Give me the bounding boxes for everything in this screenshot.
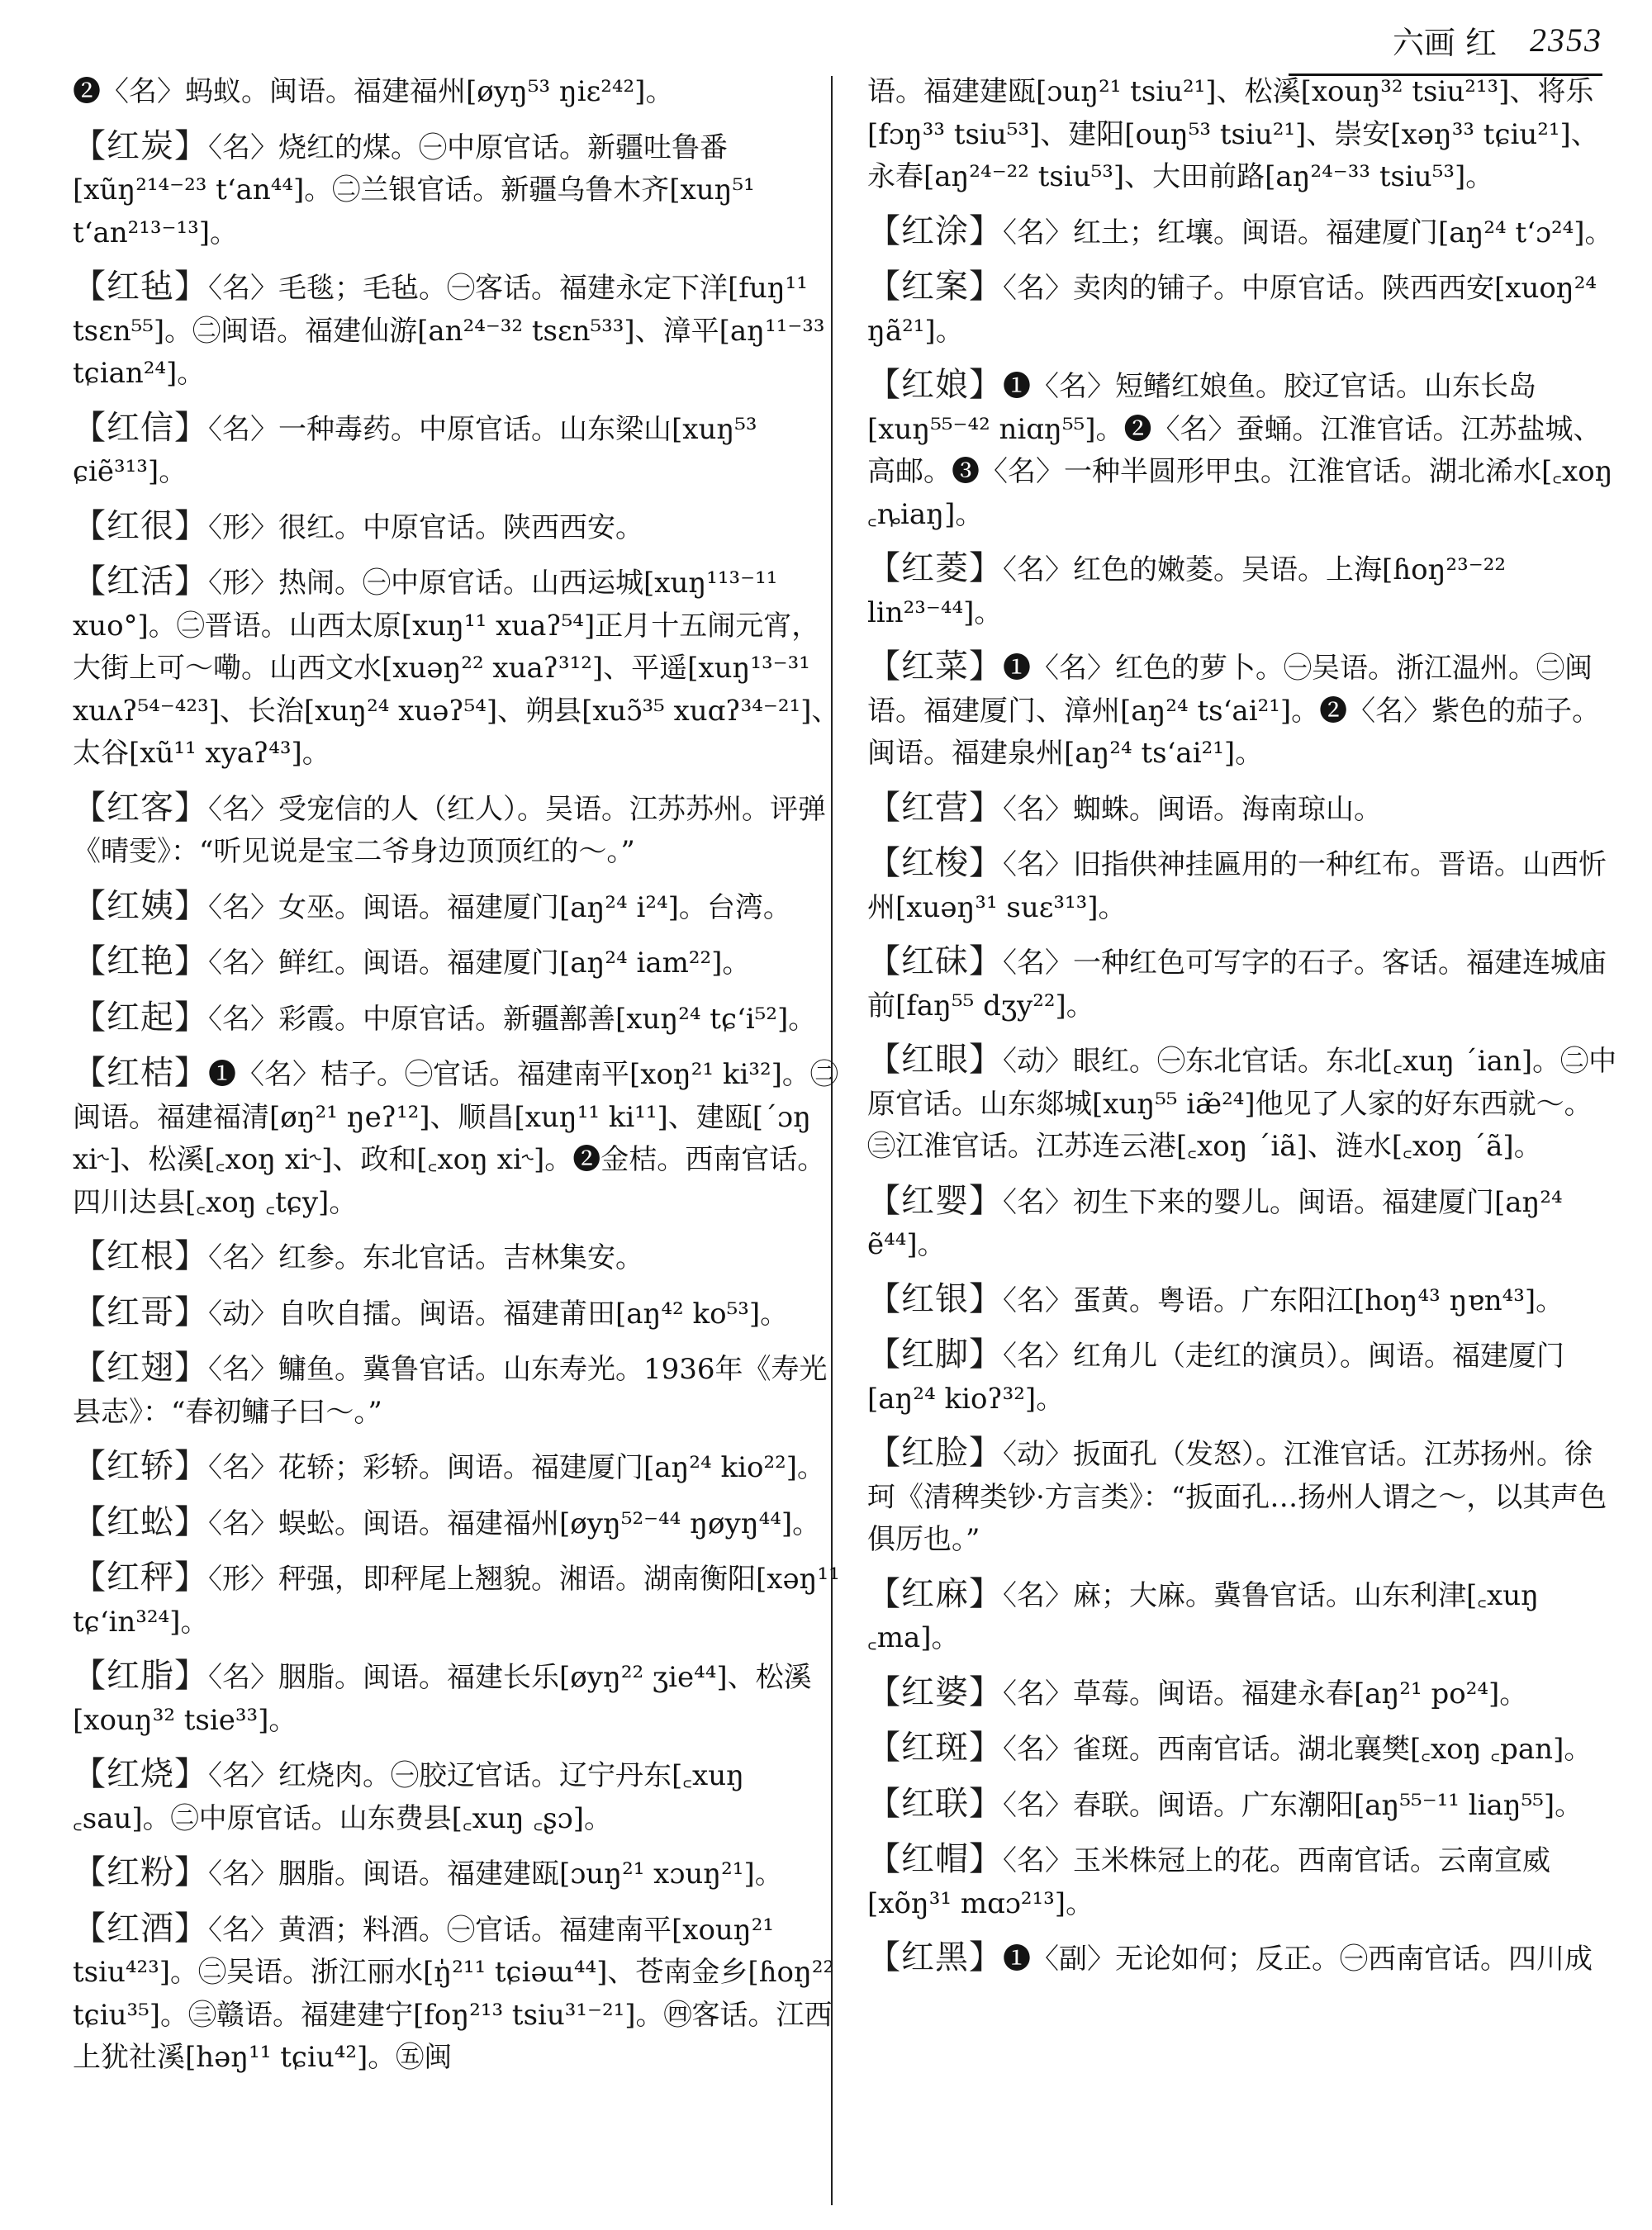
dictionary-entry	[867, 1727, 1619, 1772]
entry-definition: 〈名〉红色的嫩菱。吴语。上海[ɦoŋ²³⁻²² lin²³⁻⁴⁴]。	[867, 553, 1506, 629]
entry-headword: 【红梭】	[867, 844, 1003, 882]
dictionary-entry	[867, 1937, 1619, 1981]
entry-definition: 〈名〉受宠信的人（红人）。吴语。江苏苏州。评弹《晴雯》：“听见说是宝二爷身边顶顶红的～。”	[73, 792, 826, 868]
entry-headword: 【红粉】	[73, 1853, 208, 1891]
entry-headword: 【红麻】	[867, 1574, 1003, 1613]
entry-headword: 【红秤】	[73, 1559, 208, 1597]
dictionary-entry	[867, 266, 1619, 353]
entry-headword: 【红黑】	[867, 1938, 1003, 1976]
entry-headword: 【红起】	[73, 998, 208, 1037]
dictionary-entry	[73, 787, 841, 874]
entry-definition: 〈名〉麻；大麻。冀鲁官话。山东利津[꜀xuŋ ꜀ma]。	[867, 1578, 1539, 1654]
entry-definition: 〈名〉鳙鱼。冀鲁官话。山东寿光。1936年《寿光县志》：“春初鳙子曰～。”	[73, 1353, 828, 1429]
entry-headword: 【红案】	[867, 268, 1003, 306]
entry-definition: 〈名〉胭脂。闽语。福建建瓯[ɔuŋ²¹ xɔuŋ²¹]。	[208, 1858, 783, 1891]
right-column	[867, 71, 1619, 1993]
entry-definition: 〈名〉一种红色可写字的石子。客话。福建连城庙前[faŋ⁵⁵ dʒy²²]。	[867, 947, 1607, 1022]
entry-definition: 〈动〉眼红。㊀东北官话。东北[꜀xuŋ ˊian]。㊁中原官话。山东郯城[xuŋ⁵⁵ iæ̃²⁴]他见了人家的好东西就～。㊂江淮官话。江苏连云港[꜀xoŋ ˊiã]、涟水[꜀xoŋ ˊã]。	[867, 1045, 1617, 1163]
entry-definition: 〈名〉一种毒药。中原官话。山东梁山[xuŋ⁵³ ɕiẽ³¹³]。	[73, 412, 757, 488]
dictionary-entry	[867, 364, 1619, 536]
entry-headword: 【红客】	[73, 788, 208, 827]
entry-definition: 〈名〉花轿；彩轿。闽语。福建厦门[aŋ²⁴ kio²²]。	[208, 1451, 825, 1484]
entry-headword: 【红姨】	[73, 886, 208, 925]
entry-headword: 【红酒】	[73, 1909, 208, 1948]
entry-definition: 〈动〉扳面孔（发怒）。江淮官话。江苏扬州。徐珂《清稗类钞·方言类》：“扳面孔…扬州人谓之～，以其声色俱厉也。”	[867, 1438, 1607, 1556]
page-header	[1313, 15, 1602, 64]
page-number: 2353	[1530, 21, 1602, 59]
entry-definition: 〈名〉蛋黄。粤语。广东阳江[hoŋ⁴³ ŋɐn⁴³]。	[1003, 1283, 1564, 1317]
entry-headword: 【红哥】	[73, 1293, 208, 1331]
entry-headword: 【红脂】	[73, 1657, 208, 1695]
dictionary-entry	[867, 1672, 1619, 1716]
entry-definition: 〈形〉热闹。㊀中原官话。山西运城[xuŋ¹¹³⁻¹¹ xuo°]。㊁晋语。山西太原[xuŋ¹¹ xuaʔ⁵⁴]正月十五闹元宵，大街上可～嘞。山西文水[xuəŋ²² xuaʔ³¹²]、平遥[xuŋ¹³⁻³¹ xuʌʔ⁵⁴⁻⁴²³]、长治[xuŋ²⁴ xuəʔ⁵⁴]、朔县[xuɔ̃³⁵ xuɑʔ³⁴⁻²¹]、太谷[xũ¹¹ xyaʔ⁴³]。	[73, 567, 840, 770]
dictionary-entry	[867, 1279, 1619, 1323]
entry-headword: 【红帽】	[867, 1840, 1003, 1878]
dictionary-entry	[867, 842, 1619, 929]
entry-definition: 〈名〉彩霞。中原官话。新疆鄯善[xuŋ²⁴ tɕʻi⁵²]。	[208, 1002, 817, 1036]
dictionary-entry	[867, 548, 1619, 634]
entry-headword: 【红翅】	[73, 1349, 208, 1387]
entry-headword: 【红信】	[73, 408, 208, 447]
dictionary-entry	[867, 211, 1619, 255]
dictionary-entry	[867, 1839, 1619, 1925]
entry-definition: ❶〈名〉桔子。㊀官话。福建南平[xoŋ²¹ ki³²]。㊁闽语。福建福清[øŋ²¹ ŋeʔ¹²]、顺昌[xuŋ¹¹ ki¹¹]、建瓯[ˊɔŋ xi˞]、松溪[꜀xoŋ xi˞]、政和[꜀xoŋ xi˞]。❷金桔。西南官话。四川达县[꜀xoŋ ꜀tɕy]。	[73, 1058, 838, 1219]
dictionary-entry	[73, 885, 841, 930]
dictionary-entry	[73, 126, 841, 255]
dictionary-entry	[73, 1655, 841, 1742]
entry-headword: 【红砞】	[867, 942, 1003, 980]
dictionary-entry	[867, 1573, 1619, 1660]
dictionary-entry	[73, 1292, 841, 1336]
dictionary-entry	[73, 941, 841, 985]
entry-headword: 【红眼】	[867, 1041, 1003, 1079]
entry-headword: 【红娘】	[867, 366, 1003, 404]
entry-definition: 〈名〉卖肉的铺子。中原官话。陕西西安[xuoŋ²⁴ ŋã²¹]。	[867, 272, 1597, 348]
entry-headword: 【红桔】	[73, 1054, 208, 1092]
entry-headword: 【红炭】	[73, 126, 208, 165]
entry-headword: 【红斑】	[867, 1729, 1003, 1767]
entry-headword: 【红轿】	[73, 1447, 208, 1485]
entry-definition: 〈名〉红角儿（走红的演员）。闽语。福建厦门[aŋ²⁴ kioʔ³²]。	[867, 1340, 1564, 1416]
dictionary-entry	[73, 1502, 841, 1546]
entry-definition: 〈名〉鲜红。闽语。福建厦门[aŋ²⁴ iam²²]。	[208, 947, 751, 980]
entry-headword: 【红婴】	[867, 1181, 1003, 1220]
dictionary-entry	[73, 997, 841, 1041]
entry-headword: 【红联】	[867, 1784, 1003, 1823]
entry-definition: 〈名〉烧红的煤。㊀中原官话。新疆吐鲁番[xũŋ²¹⁴⁻²³ tʻan⁴⁴]。㊁兰银官话。新疆乌鲁木齐[xuŋ⁵¹ tʻan²¹³⁻¹³]。	[73, 130, 755, 249]
dictionary-entry	[73, 1753, 841, 1840]
entry-headword: 【红很】	[73, 506, 208, 545]
entry-definition: 〈名〉玉米株冠上的花。西南官话。云南宣威[xõŋ³¹ mɑɔ²¹³]。	[867, 1844, 1550, 1920]
entry-definition: 〈名〉红烧肉。㊀胶辽官话。辽宁丹东[꜀xuŋ ꜀sau]。㊁中原官话。山东费县[꜀xuŋ ꜀ʂɔ]。	[73, 1759, 744, 1835]
dictionary-entry	[73, 266, 841, 396]
entry-headword: 【红毡】	[73, 268, 208, 306]
entry-definition: 〈形〉秤强，即秤尾上翘貌。湘语。湖南衡阳[xəŋ¹¹ tɕʻin³²⁴]。	[73, 1563, 840, 1639]
entry-definition: 〈名〉草莓。闽语。福建永春[aŋ²¹ po²⁴]。	[1003, 1677, 1528, 1710]
entry-definition: 〈名〉初生下来的婴儿。闽语。福建厦门[aŋ²⁴ ẽ⁴⁴]。	[867, 1185, 1563, 1261]
entry-definition: 〈名〉毛毯；毛毡。㊀客话。福建永定下洋[fuŋ¹¹ tsɛn⁵⁵]。㊁闽语。福建仙游[an²⁴⁻³² tsɛn⁵³³]、漳平[aŋ¹¹⁻³³ tɕian²⁴]。	[73, 272, 825, 390]
entry-headword: 【红菱】	[867, 549, 1003, 587]
dictionary-entry	[73, 561, 841, 776]
entry-definition: 〈动〉自吹自擂。闽语。福建莆田[aŋ⁴² ko⁵³]。	[208, 1297, 789, 1331]
dictionary-entry	[867, 1783, 1619, 1828]
section-title: 六画 红	[1392, 24, 1497, 61]
entry-definition: 〈名〉蜈蚣。闽语。福建福州[øyŋ⁵²⁻⁴⁴ ŋøyŋ⁴⁴]。	[208, 1506, 821, 1540]
continued-entry: ❷〈名〉蚂蚁。闽语。福建福州[øyŋ⁵³ ŋiɛ²⁴²]。	[73, 75, 674, 108]
continued-entry: 语。福建建瓯[ɔuŋ²¹ tsiu²¹]、松溪[xouŋ³² tsiu²¹³]、将乐[fɔŋ³³ tsiu⁵³]、建阳[ouŋ⁵³ tsiu²¹]、崇安[xəŋ³³ tɕiu²¹]、永春[aŋ²⁴⁻²² tsiu⁵³]、大田前路[aŋ²⁴⁻³³ tsiu⁵³]。	[867, 75, 1599, 193]
left-column	[73, 71, 841, 2091]
entry-definition: 〈名〉红土；红壤。闽语。福建厦门[aŋ²⁴ tʻɔ²⁴]。	[1003, 216, 1613, 249]
entry-definition: 〈名〉红参。东北官话。吉林集安。	[208, 1241, 643, 1274]
entry-definition: 〈名〉胭脂。闽语。福建长乐[øyŋ²² ʒie⁴⁴]、松溪[xouŋ³² tsie³³]。	[73, 1661, 812, 1737]
dictionary-entry	[73, 1236, 841, 1280]
dictionary-entry	[867, 1039, 1619, 1169]
dictionary-entry	[73, 505, 841, 550]
entry-headword: 【红菜】	[867, 648, 1003, 686]
dictionary-entry	[867, 787, 1619, 832]
entry-definition: 〈名〉蜘蛛。闽语。海南琼山。	[1003, 792, 1382, 826]
entry-definition: ❶〈名〉红色的萝卜。㊀吴语。浙江温州。㊁闽语。福建厦门、漳州[aŋ²⁴ tsʻai²¹]。❷〈名〉紫色的茄子。闽语。福建泉州[aŋ²⁴ tsʻai²¹]。	[867, 652, 1601, 770]
entry-headword: 【红活】	[73, 562, 208, 600]
entry-definition: 〈名〉旧指供神挂匾用的一种红布。晋语。山西忻州[xuəŋ³¹ suɛ³¹³]。	[867, 848, 1607, 924]
dictionary-entry	[73, 1852, 841, 1896]
dictionary-entry	[73, 1445, 841, 1490]
entry-headword: 【红脚】	[867, 1336, 1003, 1374]
entry-headword: 【红艳】	[73, 942, 208, 980]
entry-definition: 〈名〉黄酒；料酒。㊀官话。福建南平[xouŋ²¹ tsiu⁴²³]。㊁吴语。浙江丽水[ŋ̍²¹¹ tɕiəɯ⁴⁴]、苍南金乡[ɦoŋ²² tɕiu³⁵]。㊂赣语。福建建宁[foŋ²¹³ tsiu³¹⁻²¹]。㊃客话。江西上犹社溪[həŋ¹¹ tɕiu⁴²]。㊄闽	[73, 1913, 835, 2074]
entry-headword: 【红脸】	[867, 1434, 1003, 1472]
entry-definition: ❶〈名〉短鳍红娘鱼。胶辽官话。山东长岛[xuŋ⁵⁵⁻⁴² niɑŋ⁵⁵]。❷〈名〉蚕蛹。江淮官话。江苏盐城、高邮。❸〈名〉一种半圆形甲虫。江淮官话。湖北浠水[꜀xoŋ ꜀ȵiaŋ]。	[867, 370, 1613, 531]
entry-definition: 〈名〉雀斑。西南官话。湖北襄樊[꜀xoŋ ꜀pan]。	[1003, 1733, 1593, 1766]
entry-definition: 〈名〉女巫。闽语。福建厦门[aŋ²⁴ i²⁴]。台湾。	[208, 890, 791, 924]
entry-definition: ❶〈副〉无论如何；反正。㊀西南官话。四川成	[1003, 1943, 1593, 1976]
entry-definition: 〈名〉春联。闽语。广东潮阳[aŋ⁵⁵⁻¹¹ liaŋ⁵⁵]。	[1003, 1788, 1583, 1822]
dictionary-entry	[867, 1180, 1619, 1267]
dictionary-entry	[867, 1432, 1619, 1562]
dictionary-entry	[867, 646, 1619, 776]
entry-headword: 【红涂】	[867, 211, 1003, 250]
dictionary-entry	[867, 1334, 1619, 1421]
entry-definition: 〈形〉很红。中原官话。陕西西安。	[208, 510, 643, 544]
dictionary-entry	[867, 941, 1619, 1027]
dictionary-entry	[73, 1052, 841, 1224]
dictionary-entry	[73, 1347, 841, 1434]
entry-headword: 【红烧】	[73, 1755, 208, 1793]
entry-headword: 【红营】	[867, 788, 1003, 827]
dictionary-entry	[73, 407, 841, 494]
entry-headword: 【红婆】	[867, 1672, 1003, 1711]
entry-headword: 【红蚣】	[73, 1502, 208, 1541]
entry-headword: 【红银】	[867, 1279, 1003, 1318]
entry-headword: 【红根】	[73, 1237, 208, 1275]
dictionary-entry	[73, 1557, 841, 1644]
dictionary-entry	[73, 1908, 841, 2080]
